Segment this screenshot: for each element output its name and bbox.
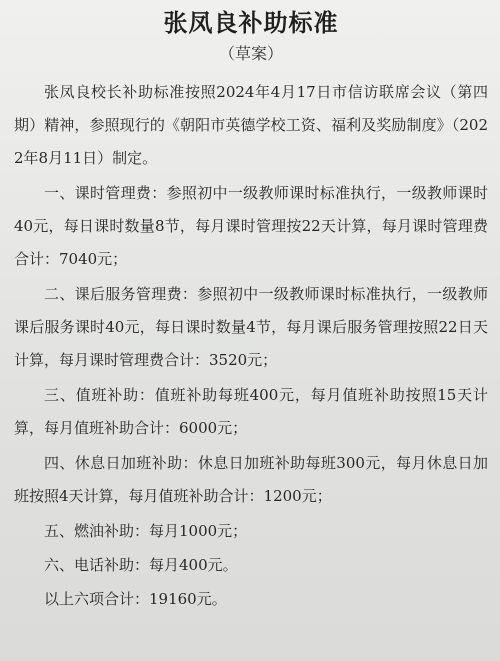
intro-paragraph: 张凤良校长补助标准按照2024年4月17日市信访联席会议（第四期）精神，参照现行的《朝阳市英德学校工资、福利及奖励制度》（2022年8月11日）制定。 — [14, 83, 488, 167]
total-summary: 以上六项合计：19160元。 — [44, 590, 227, 608]
document-title: 张凤良补助标准 — [163, 9, 339, 37]
item-3-duty-subsidy: 三、值班补助：值班补助每班400元，每月值班补助按照15天计算，每月值班补助合计：6000元； — [14, 386, 488, 437]
document-subtitle: （草案） — [218, 44, 283, 63]
item-1-lesson-management-fee: 一、课时管理费：参照初中一级教师课时标准执行，一级教师课时40元，每日课时数量8节，每月课时管理按22天计算，每月课时管理费合计：7040元； — [14, 184, 488, 268]
item-5-fuel-subsidy: 五、燃油补助：每月1000元； — [44, 522, 248, 540]
item-4-rest-day-overtime-subsidy: 四、休息日加班补助：休息日加班补助每班300元，每月休息日加班按照4天计算，每月值班补助合计：1200元； — [14, 454, 488, 505]
item-2-after-school-service-fee: 二、课后服务管理费：参照初中一级教师课时标准执行，一级教师课后服务课时40元，每日课时数量4节，每月课后服务管理按照22日天计算，每月课时管理费合计：3520元； — [14, 285, 488, 369]
item-6-phone-subsidy: 六、电话补助：每月400元。 — [44, 556, 238, 574]
